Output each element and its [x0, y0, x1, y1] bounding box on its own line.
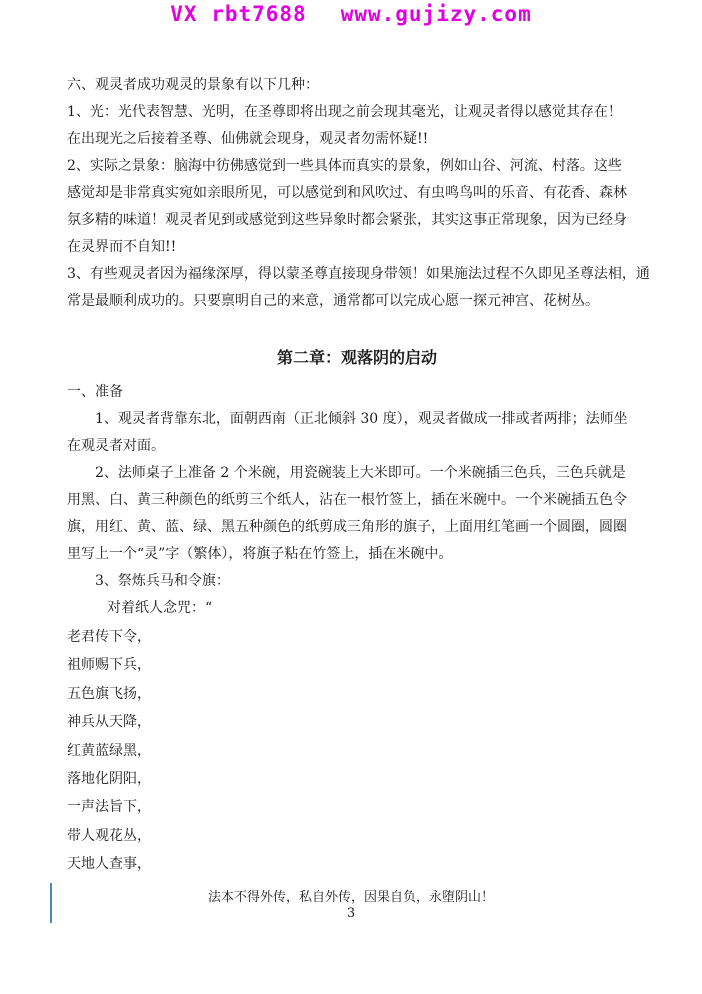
verse-line: 祖师赐下兵，	[67, 657, 151, 674]
prep-item2-line3: 旗，用红、黄、蓝、绿、黑五种颜色的纸剪成三角形的旗子，上面用红笔画一个圆圈，圆圈	[67, 519, 627, 535]
footer-notice: 法本不得外传，私自外传，因果自负，永堕阴山！	[207, 890, 494, 905]
subsection-title: 一、准备	[67, 384, 123, 400]
chant-intro: 对着纸人念咒：“	[107, 600, 213, 616]
section6-item2-line1: 2、实际之景象：脑海中彷佛感觉到一些具体而真实的景象，例如山谷、河流、村落。这些	[67, 158, 622, 174]
watermark	[0, 2, 702, 26]
verse-line: 红黄蓝绿黑，	[67, 742, 151, 759]
section6-item2-line3: 氛多精的味道！观灵者见到或感觉到这些异象时都会紧张，其实这事正常现象，因为已经身	[67, 212, 627, 228]
prep-item2-line2: 用黑、白、黄三种颜色的纸剪三个纸人，沾在一根竹签上，插在米碗中。一个米碗插五色令	[67, 492, 627, 508]
section6-title: 六、观灵者成功观灵的景象有以下几种：	[67, 77, 319, 93]
prep-item1-line1: 1、观灵者背靠东北，面朝西南（正北倾斜 30 度），观灵者做成一排或者两排；法师坐	[95, 411, 628, 427]
chapter-title: 第二章：观落阴的启动	[276, 348, 437, 367]
section6-item2-line4: 在灵界而不自知!!	[67, 239, 177, 255]
prep-item1-line2: 在观灵者对面。	[67, 438, 165, 454]
document-body	[67, 70, 650, 879]
verse-line: 天地人查事，	[67, 856, 151, 873]
section6-item3-line1: 3、有些观灵者因为福缘深厚，得以蒙圣尊直接现身带领！如果施法过程不久即见圣尊法相，通	[67, 266, 650, 282]
verse-line: 带人观花丛，	[67, 827, 151, 844]
verse-line: 五色旗飞扬，	[67, 685, 151, 702]
section6-item1-line1: 1、光：光代表智慧、光明，在圣尊即将出现之前会现其毫光，让观灵者得以感觉其存在！	[67, 104, 622, 120]
prep-item2-line1: 2、法师桌子上准备 2 个米碗，用瓷碗装上大米即可。一个米碗插三色兵，三色兵就是	[95, 465, 626, 481]
verse-line: 一声法旨下，	[67, 799, 151, 816]
section6-item2-line2: 感觉却是非常真实宛如亲眼所见，可以感觉到和风吹过、有虫鸣鸟叫的乐音、有花香、森林	[67, 185, 627, 201]
prep-item2-line4: 里写上一个“灵”字（繁体），将旗子粘在竹签上，插在米碗中。	[67, 546, 453, 562]
section6-item3-line2: 常是最顺利成功的。只要禀明自己的来意，通常都可以完成心愿一探元神宫、花树丛。	[67, 293, 599, 309]
prep-item3: 3、祭炼兵马和令旗：	[95, 573, 230, 589]
verse-line: 落地化阴阳，	[67, 771, 151, 788]
verse-line: 神兵从天降，	[67, 714, 151, 731]
watermark-vx: VX rbt7688	[170, 2, 307, 26]
verse-line: 老君传下令，	[67, 629, 151, 645]
chant-verses	[67, 623, 647, 879]
section6-item1-line2: 在出现光之后接着圣尊、仙佛就会现身，观灵者勿需怀疑!!	[67, 131, 429, 147]
watermark-url: www.gujizy.com	[340, 2, 532, 26]
page-number: 3	[346, 906, 356, 921]
